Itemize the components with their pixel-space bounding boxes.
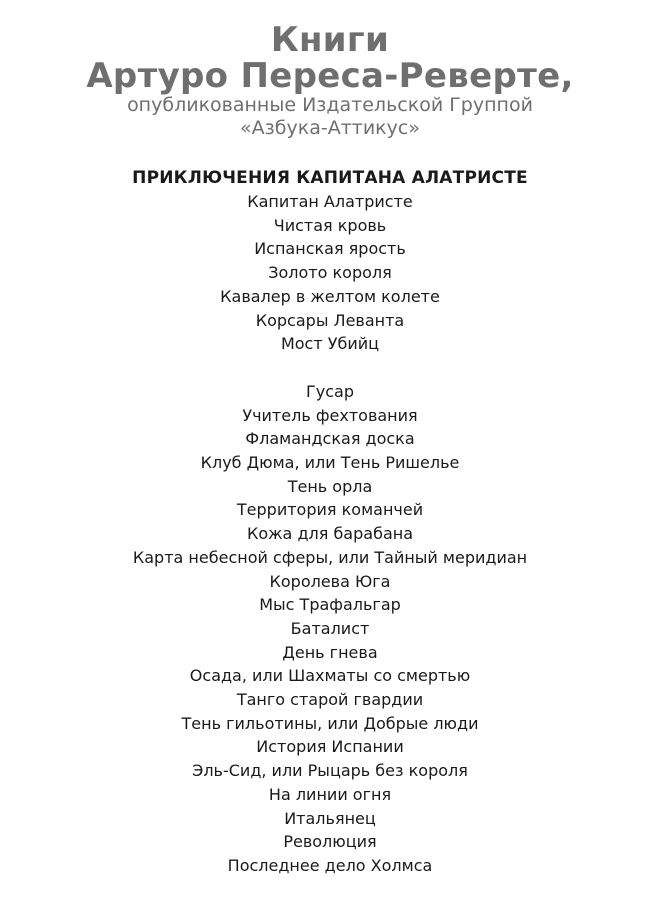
list-item: Тень гильотины, или Добрые люди xyxy=(181,713,479,733)
list-item: На линии огня xyxy=(268,784,392,804)
list-item: История Испании xyxy=(256,737,404,757)
list-item: Итальянец xyxy=(284,808,376,828)
page-title xyxy=(0,22,660,140)
subtitle-line-publisher: опубликованные Издательской Группой xyxy=(127,94,533,116)
list-item: Капитан Алатристе xyxy=(247,192,413,211)
list-item: Танго старой гвардии xyxy=(236,690,424,710)
list-item: Учитель фехтования xyxy=(242,405,418,425)
list-item: Фламандская доска xyxy=(245,429,415,449)
list-item: Тень орла xyxy=(287,476,373,496)
list-item: Мыс Трафальгар xyxy=(259,595,401,615)
list-item: Эль-Сид, или Рыцарь без короля xyxy=(192,761,468,781)
list-item: Королева Юга xyxy=(269,571,391,591)
list-item: Кавалер в желтом колете xyxy=(220,286,440,306)
list-item: Кожа для барабана xyxy=(246,524,414,544)
list-item: Последнее дело Холмса xyxy=(227,855,433,875)
list-item: Испанская ярость xyxy=(254,239,406,259)
list-item: Гусар xyxy=(306,381,354,401)
list-item: Корсары Леванта xyxy=(255,310,405,330)
list-item: Клуб Дюма, или Тень Ришелье xyxy=(200,453,460,473)
list-item: Карта небесной сферы, или Тайный меридиан xyxy=(132,547,528,567)
list-item: Мост Убийц xyxy=(280,334,380,354)
list-item: Золото короля xyxy=(268,263,392,283)
list-item: Территория команчей xyxy=(236,500,424,520)
list-item: Осада, или Шахматы со смертью xyxy=(189,666,471,686)
list-item: Баталист xyxy=(290,618,370,638)
title-line-author: Артуро Переса-Реверте, xyxy=(86,56,574,96)
list-item: Революция xyxy=(283,832,377,852)
section-divider-space xyxy=(0,356,660,380)
book-list xyxy=(0,166,660,878)
list-item: День гнева xyxy=(282,642,378,662)
list-item: Чистая кровь xyxy=(273,215,387,235)
subtitle-line-publisher-name: «Азбука-Аттикус» xyxy=(240,117,420,139)
series-heading-alatriste: ПРИКЛЮЧЕНИЯ КАПИТАНА АЛАТРИСТЕ xyxy=(132,168,528,188)
title-line-books: Книги xyxy=(270,20,390,60)
